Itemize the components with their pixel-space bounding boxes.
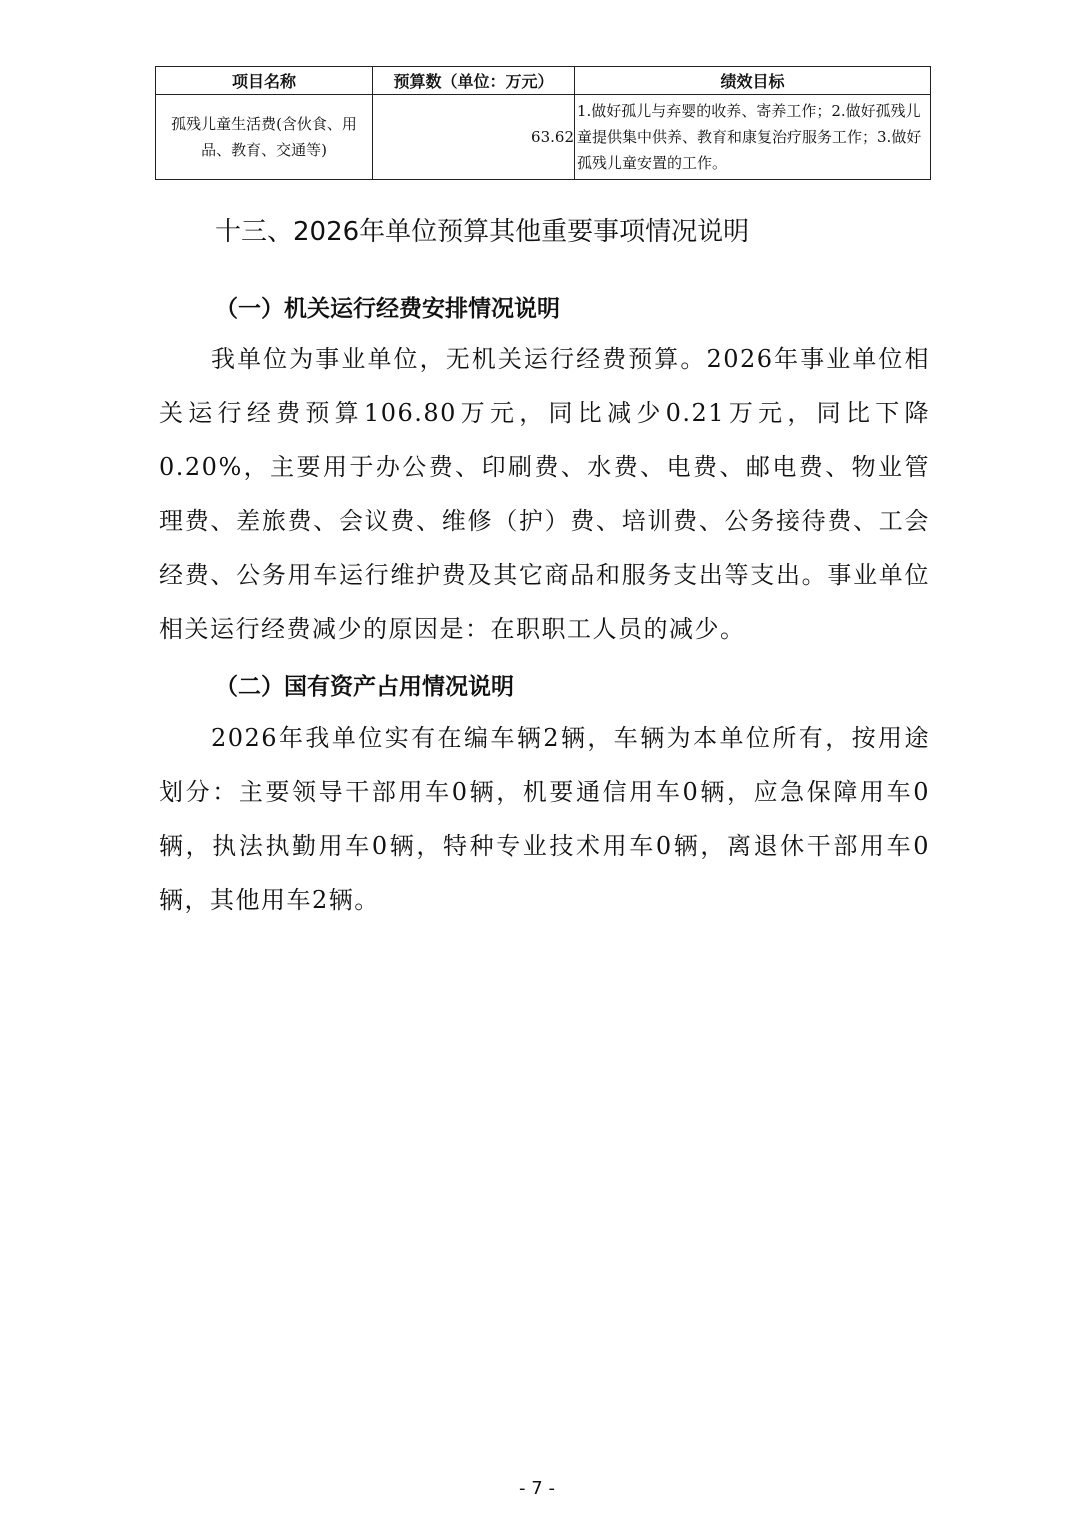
table-row	[156, 95, 931, 180]
cell-budget: 63.62	[373, 95, 575, 180]
header-budget: 预算数（单位：万元）	[373, 67, 575, 95]
subsection-1-paragraph: 我单位为事业单位，无机关运行经费预算。2026年事业单位相关运行经费预算106.80万元，同比减少0.21万元，同比下降0.20%，主要用于办公费、印刷费、水费、电费、邮电费、物业管理费、差旅费、会议费、维修（护）费、培训费、公务接待费、工会经费、公务用车运行维护费及其它商品和服务支出等支出。事业单位相关运行经费减少的原因是：在职职工人员的减少。	[159, 345, 930, 643]
page-number: - 7 -	[519, 1478, 555, 1499]
cell-performance-goal: 1.做好孤儿与弃婴的收养、寄养工作；2.做好孤残儿童提供集中供养、教育和康复治疗服务工作；3.做好孤残儿童安置的工作。	[575, 95, 931, 180]
section-13-title: 十三、2026年单位预算其他重要事项情况说明	[215, 217, 750, 247]
subsection-2-title: （二）国有资产占用情况说明	[215, 674, 514, 700]
header-project-name: 项目名称	[156, 67, 373, 95]
subsection-2-paragraph: 2026年我单位实有在编车辆2辆，车辆为本单位所有，按用途划分：主要领导干部用车0辆，机要通信用车0辆，应急保障用车0辆，执法执勤用车0辆，特种专业技术用车0辆，离退休干部用车0辆，其他用车2辆。	[159, 724, 930, 914]
cell-project-name: 孤残儿童生活费(含伙食、用品、教育、交通等)	[156, 95, 373, 180]
table-header-row	[156, 67, 931, 95]
subsection-1-title: （一）机关运行经费安排情况说明	[215, 296, 560, 322]
performance-table	[155, 66, 931, 180]
header-performance-goal: 绩效目标	[575, 67, 931, 95]
